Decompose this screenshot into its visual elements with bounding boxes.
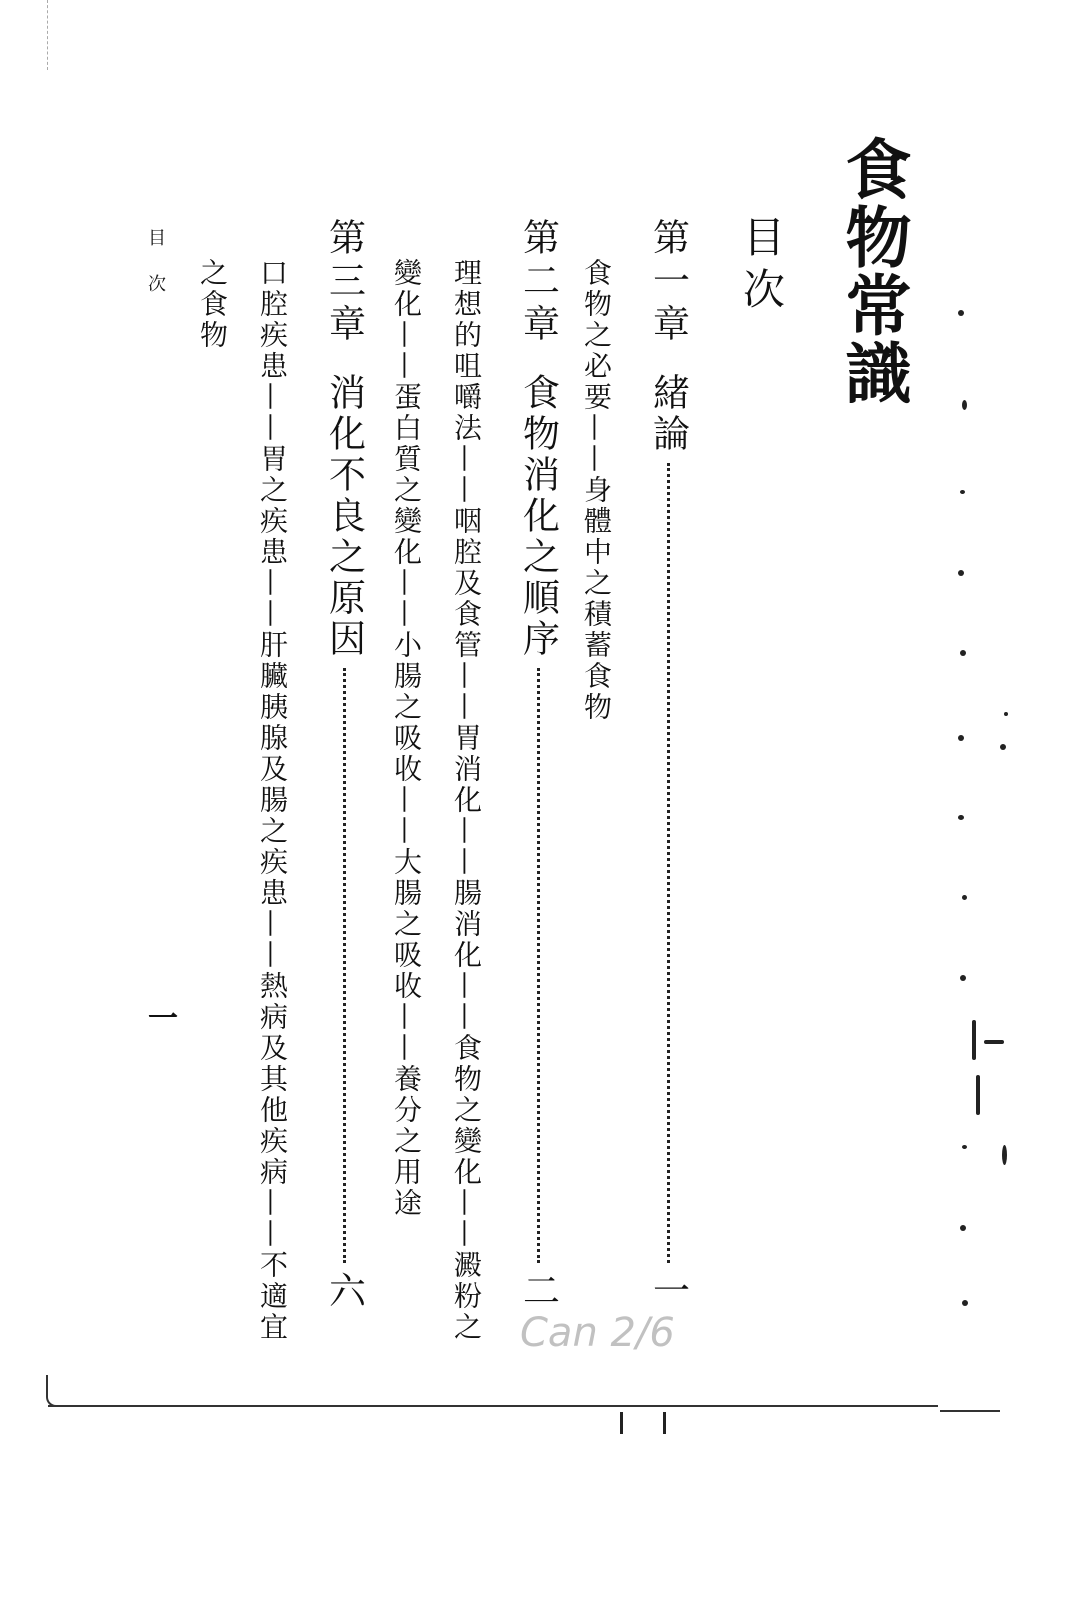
chapter-title: 消化不良之原因: [322, 373, 366, 660]
page-edge-line: [47, 0, 48, 70]
chapter-label: 第二章: [516, 218, 560, 347]
speck: [960, 975, 966, 981]
chapter-2-subtopics-line-1: 理想的咀嚼法——咽腔及食管——胃消化——腸消化——食物之變化——澱粉之: [450, 258, 483, 1343]
chapter-title: 緒論: [646, 373, 690, 455]
running-header: 目次: [145, 228, 166, 320]
speck: [962, 1300, 968, 1306]
toc-entry-chapter-1[interactable]: [646, 218, 690, 1308]
chapter-label: 第一章: [646, 218, 690, 347]
page-frame-bottom: [48, 1405, 938, 1407]
toc-entry-chapter-3[interactable]: [322, 218, 366, 1308]
speck: [962, 400, 967, 410]
speck: [1004, 712, 1008, 716]
speck: [976, 1075, 980, 1115]
page-frame-corner: [46, 1375, 62, 1407]
chapter-page-number: 二: [516, 1271, 560, 1308]
speck: [1002, 1145, 1007, 1165]
binding-mark: [620, 1412, 666, 1434]
speck: [958, 570, 964, 576]
speck: [960, 490, 965, 494]
handwritten-mark: Can 2/6: [520, 1310, 675, 1356]
page-folio: 一: [142, 1002, 177, 1032]
chapter-title: 食物消化之順序: [516, 373, 560, 660]
speck: [962, 1145, 967, 1149]
chapter-3-subtopics-line-1: 口腔疾患——胃之疾患——肝臟胰腺及腸之疾患——熱病及其他疾病——不適宜: [256, 258, 289, 1343]
chapter-page-number: 六: [322, 1271, 366, 1308]
speck: [958, 815, 964, 820]
chapter-label: 第三章: [322, 218, 366, 347]
speck: [958, 310, 964, 316]
chapter-1-subtopics: 食物之必要——身體中之積蓄食物: [580, 258, 613, 723]
speck: [958, 735, 964, 741]
dot-leader: [343, 668, 346, 1263]
chapter-3-subtopics-line-2: 之食物: [196, 258, 229, 351]
speck: [1000, 744, 1006, 750]
page-frame-right: [940, 1410, 1000, 1412]
chapter-2-subtopics-line-2: 變化——蛋白質之變化——小腸之吸收——大腸之吸收——養分之用途: [390, 258, 423, 1219]
speck: [962, 895, 967, 900]
speck: [960, 650, 966, 656]
book-title: 食物常識: [834, 135, 912, 407]
chapter-page-number: 一: [646, 1271, 690, 1308]
dot-leader: [537, 668, 540, 1263]
dot-leader: [667, 463, 670, 1263]
toc-entry-chapter-2[interactable]: [516, 218, 560, 1308]
speck: [972, 1020, 976, 1060]
speck: [960, 1225, 966, 1231]
toc-heading: 目次: [737, 215, 786, 319]
speck: [984, 1040, 1004, 1044]
